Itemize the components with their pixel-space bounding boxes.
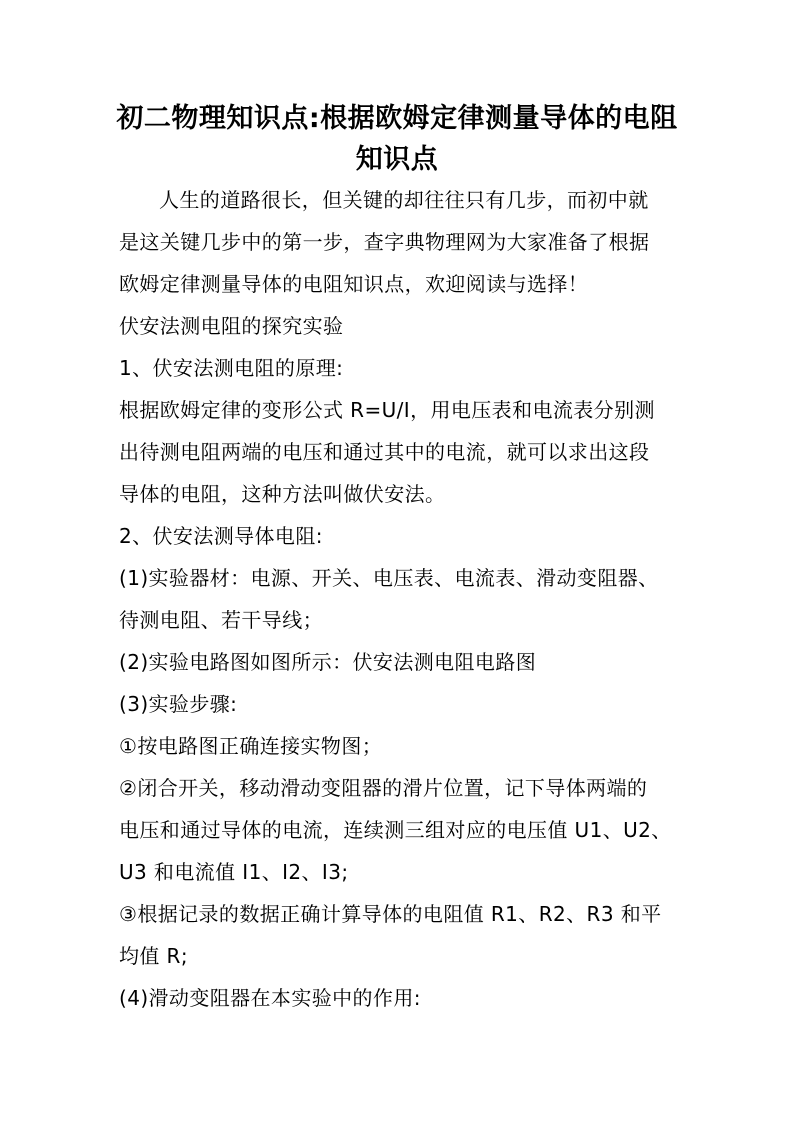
step-item-cont: U3 和电流值 I1、I2、I3; bbox=[119, 860, 349, 884]
list-item-circuit: (2)实验电路图如图所示：伏安法测电阻电路图 bbox=[119, 650, 537, 674]
list-item-rheostat-role: (4)滑动变阻器在本实验中的作用: bbox=[119, 986, 421, 1010]
page-title-line-2: 知识点 bbox=[355, 144, 439, 175]
body-text-line: 根据欧姆定律的变形公式 R=U/I，用电压表和电流表分别测 bbox=[119, 398, 655, 422]
list-item-equipment-cont: 待测电阻、若干导线； bbox=[119, 608, 323, 632]
step-item-cont: 电压和通过导体的电流，连续测三组对应的电压值 U1、U2、 bbox=[119, 818, 672, 842]
subheading-measurement: 2、伏安法测导体电阻: bbox=[119, 524, 323, 548]
page-title-line-1: 初二物理知识点:根据欧姆定律测量导体的电阻 bbox=[116, 103, 678, 134]
body-text-line: 导体的电阻，这种方法叫做伏安法。 bbox=[119, 482, 446, 506]
step-item: ②闭合开关，移动滑动变阻器的滑片位置，记下导体两端的 bbox=[119, 776, 648, 800]
subheading-principle: 1、伏安法测电阻的原理: bbox=[119, 356, 344, 380]
intro-paragraph-line: 欧姆定律测量导体的电阻知识点，欢迎阅读与选择！ bbox=[119, 272, 589, 296]
step-item-cont: 均值 R; bbox=[119, 944, 188, 968]
list-item-equipment: (1)实验器材：电源、开关、电压表、电流表、滑动变阻器、 bbox=[119, 566, 659, 590]
intro-paragraph-line: 是这关键几步中的第一步，查字典物理网为大家准备了根据 bbox=[119, 230, 650, 254]
section-heading: 伏安法测电阻的探究实验 bbox=[119, 314, 344, 338]
step-item: ①按电路图正确连接实物图； bbox=[119, 734, 383, 758]
intro-paragraph-line: 人生的道路很长，但关键的却往往只有几步，而初中就 bbox=[159, 188, 649, 212]
body-text-line: 出待测电阻两端的电压和通过其中的电流，就可以求出这段 bbox=[119, 440, 650, 464]
step-item: ③根据记录的数据正确计算导体的电阻值 R1、R2、R3 和平 bbox=[119, 902, 662, 926]
list-item-steps: (3)实验步骤: bbox=[119, 692, 238, 716]
